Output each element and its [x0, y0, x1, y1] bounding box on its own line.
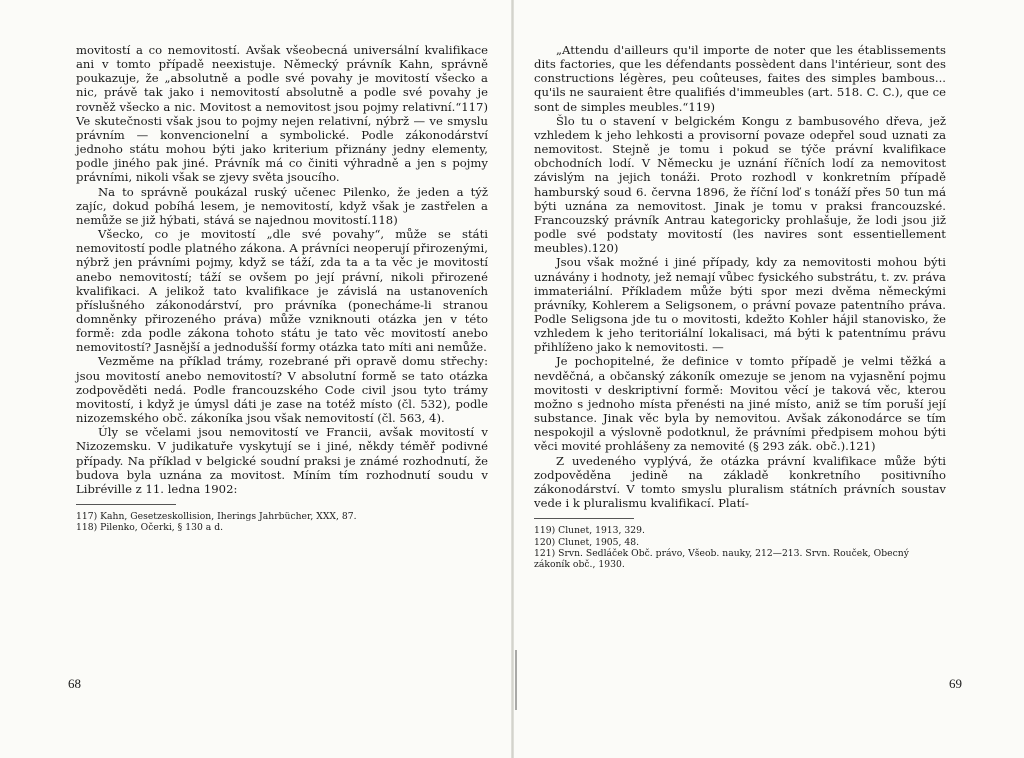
paragraph: Úly se včelami jsou nemovitostí ve Francii, avšak movitostí v Nizozemsku. V judikatuře vyskytují se i jiné, někdy téměř podivné případy. Na příklad v belgické soudní praksi je známé rozhodnutí, že budova byla uznána za movitost. Míním tím rozhodnutí soudu v Libréville z 11. ledna 1902:	[76, 425, 488, 496]
right-page	[512, 0, 1024, 758]
left-page-body	[76, 43, 488, 534]
paragraph: Vezměme na příklad trámy, rozebrané při opravě domu střechy: jsou movitostí anebo nemovitostí? V absolutní formě se tato otázka zodpověděti nedá. Podle francouzského Code civil jsou tyto trámy movitostí, i když je úmysl dáti je zase na totéž místo (čl. 532), podle nizozemského obč. zákoníka jsou však nemovitostí (čl. 563, 4).	[76, 354, 488, 426]
footnote: 118) Pilenko, Očerki, § 130 a d.	[76, 522, 224, 534]
footnote-divider	[76, 504, 176, 505]
right-page-body	[534, 43, 946, 571]
paragraph: Je pochopitelné, že definice v tomto případě je velmi těžká a nevděčná, a občanský zákoník omezuje se jenom na vyjasnění pojmu movitosti v deskriptivní formě: Movitou věcí je taková věc, kterou možno s jednoho místa přenésti na jiné místo, aniž se tím poruší její substance. Jinak věc byla by nemovitou. Avšak zákonodárce se tím nespokojil a výslovně podotknul, že právními předpisem mohou býti věci movité prohlášeny za nemovité (§ 293 zák. obč.).121)	[534, 354, 946, 454]
page-number: 69	[949, 676, 962, 691]
paragraph: Na to správně poukázal ruský učenec Pilenko, že jeden a týž zajíc, dokud pobíhá lesem, je nemovitostí, když však je zastřelen a nemůže se již hýbati, stává se najednou movitostí.118)	[76, 184, 488, 227]
footnote: 120) Clunet, 1905, 48.	[534, 536, 640, 548]
paragraph: Z uvedeného vyplývá, že otázka právní kvalifikace může býti zodpověděna jedině na základě konkretního positivního zákonodárství. V tomto smyslu pluralism státních právních soustav vede i k pluralismu kvalifikací. Platí-	[534, 453, 946, 510]
paragraph: movitostí a co nemovitostí. Avšak všeobecná universální kvalifikace ani v tomto případě neexistuje. Německý právník Kahn, správně poukazuje, že „absolutně a podle své povahy je movitostí všecko a nic, právě tak jako i nemovitostí absolutně a podle své povahy je rovněž všecko a nic. Movitost a nemovitost jsou pojmy relativní.“117) Ve skutečnosti však jsou to pojmy nejen relativní, nýbrž — ve smyslu právním — konvencionelní a symbolické. Podle zákonodárství jednoho státu mohou býti jako kriterium přiznány jedny elementy, podle jiného pak jiné. Právník má co činiti výhradně a jen s pojmy právními, nikoli však se zjevy světa jsoucího.	[76, 43, 488, 185]
footnote: 117) Kahn, Gesetzeskollision, Iherings Jahrbücher, XXX, 87.	[76, 511, 357, 522]
footnote: 119) Clunet, 1913, 329.	[534, 525, 645, 537]
paragraph: Jsou však možné i jiné případy, kdy za nemovitosti mohou býti uznávány i hodnoty, jež nemají vůbec fysického substrátu, t. zv. práva immateriální. Příkladem může býti spor mezi dvěma německými právníky, Kohlerem a Seligsonem, o právní povaze patentního práva. Podle Seligsona jde tu o movitosti, kdežto Kohler hájil stanovisko, že vzhledem k jeho teritoriální lokalisaci, má býti k patentnímu právu přihlíženo jako k nemovitosti. —	[534, 255, 946, 355]
paragraph: Všecko, co je movitostí „dle své povahy“, může se státi nemovitostí podle platného zákona. A právníci neoperují přirozenými, nýbrž jen právními pojmy, když se táží, zda ta a ta věc je movitostí anebo nemovitostí; táží se ovšem po její právní, nikoli přirozené kvalifikaci. A jelikož tato kvalifikace je závislá na ustanoveních příslušného zákonodárství, pro právníka (ponecháme-li stranou domněnky přirozeného práva) může vzniknouti otázka jen v této formě: zda podle zákona tohoto státu je tato věc movitostí anebo nemovitostí? Jasnější a jednodušší formy otázka tato míti ani nemůže.	[76, 227, 488, 355]
footnote: 121) Srvn. Sedláček Obč. právo, Všeob. nauky, 212—213. Srvn. Rouček, Obecný zákoník obč., 1930.	[534, 547, 909, 571]
page-number: 68	[68, 676, 81, 691]
paragraph: „Attendu d'ailleurs qu'il importe de noter que les établissements dits factories, que les défendants possèdent dans l'intérieur, sont des constructions légères, peu coûteuses, faites des simples bambous... qu'ils ne sauraient être qualifiés d'immeubles (art. 518. C. C.), que ce sont de simples meubles.“119)	[534, 43, 946, 114]
paragraph: Šlo tu o stavení v belgickém Kongu z bambusového dřeva, jež vzhledem k jeho lehkosti a provisorní povaze odepřel soud uznati za nemovitost. Stejně je tomu i pokud se týče právní kvalifikace obchodních lodí. V Německu je uznání říčních lodí za nemovitost závislým na jejich tonáži. Proto rozhodl v konkretním případě hamburský soud 6. června 1896, že říční loď s tonáží přes 50 tun má býti uznána za nemovitost. Jinak je tomu v praksi francouzské. Francouzský právník Antrau kategoricky prohlašuje, že lodi jsou již podle své podstaty movitostí (les navires sont essentiellement meubles).120)	[534, 113, 946, 256]
footnote-divider	[534, 518, 634, 519]
